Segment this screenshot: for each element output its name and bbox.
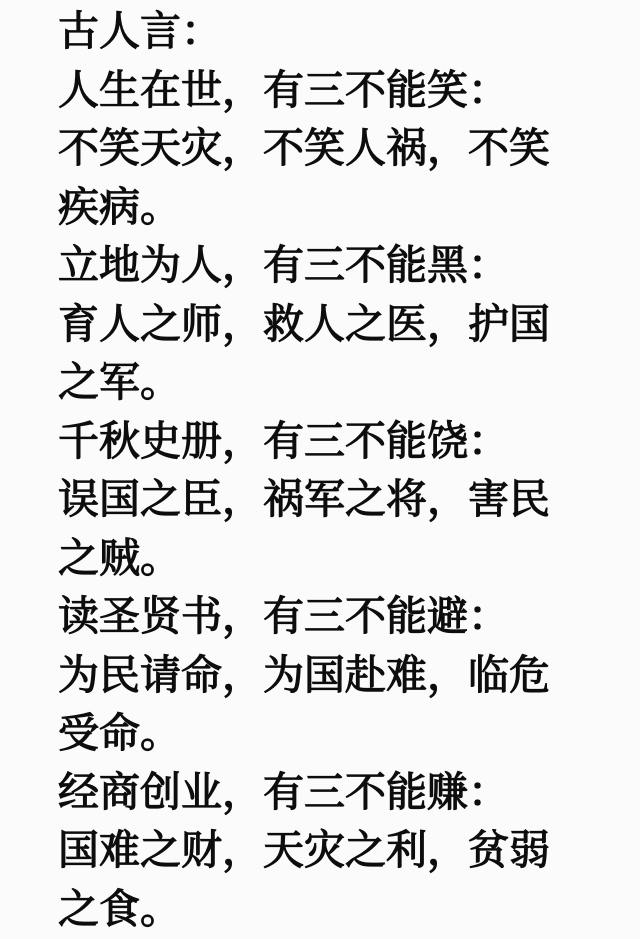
text-line: 疾病。 (58, 183, 181, 230)
text-line: 人生在世，有三不能笑： (58, 66, 509, 113)
text-line: 国难之财，天灾之利，贫弱 (58, 827, 550, 873)
text-line: 受命。 (58, 710, 181, 756)
text-line: 立地为人，有三不能黑： (58, 242, 509, 288)
text-line: 古人言： (58, 8, 222, 54)
text-line: 误国之臣，祸军之将，害民 (58, 476, 550, 522)
text-line: 育人之师，救人之医，护国 (58, 300, 550, 347)
text-line: 千秋史册，有三不能饶： (58, 417, 509, 464)
text-line: 读圣贤书，有三不能避： (58, 593, 509, 639)
text-line: 之军。 (58, 359, 181, 405)
text-line: 之食。 (58, 885, 181, 932)
text-line: 为民请命，为国赴难，临危 (58, 651, 550, 698)
text-line: 不笑天灾，不笑人祸，不笑 (58, 125, 550, 171)
text-line: 之贼。 (58, 534, 181, 581)
text-line: 经商创业，有三不能赚： (58, 768, 509, 815)
